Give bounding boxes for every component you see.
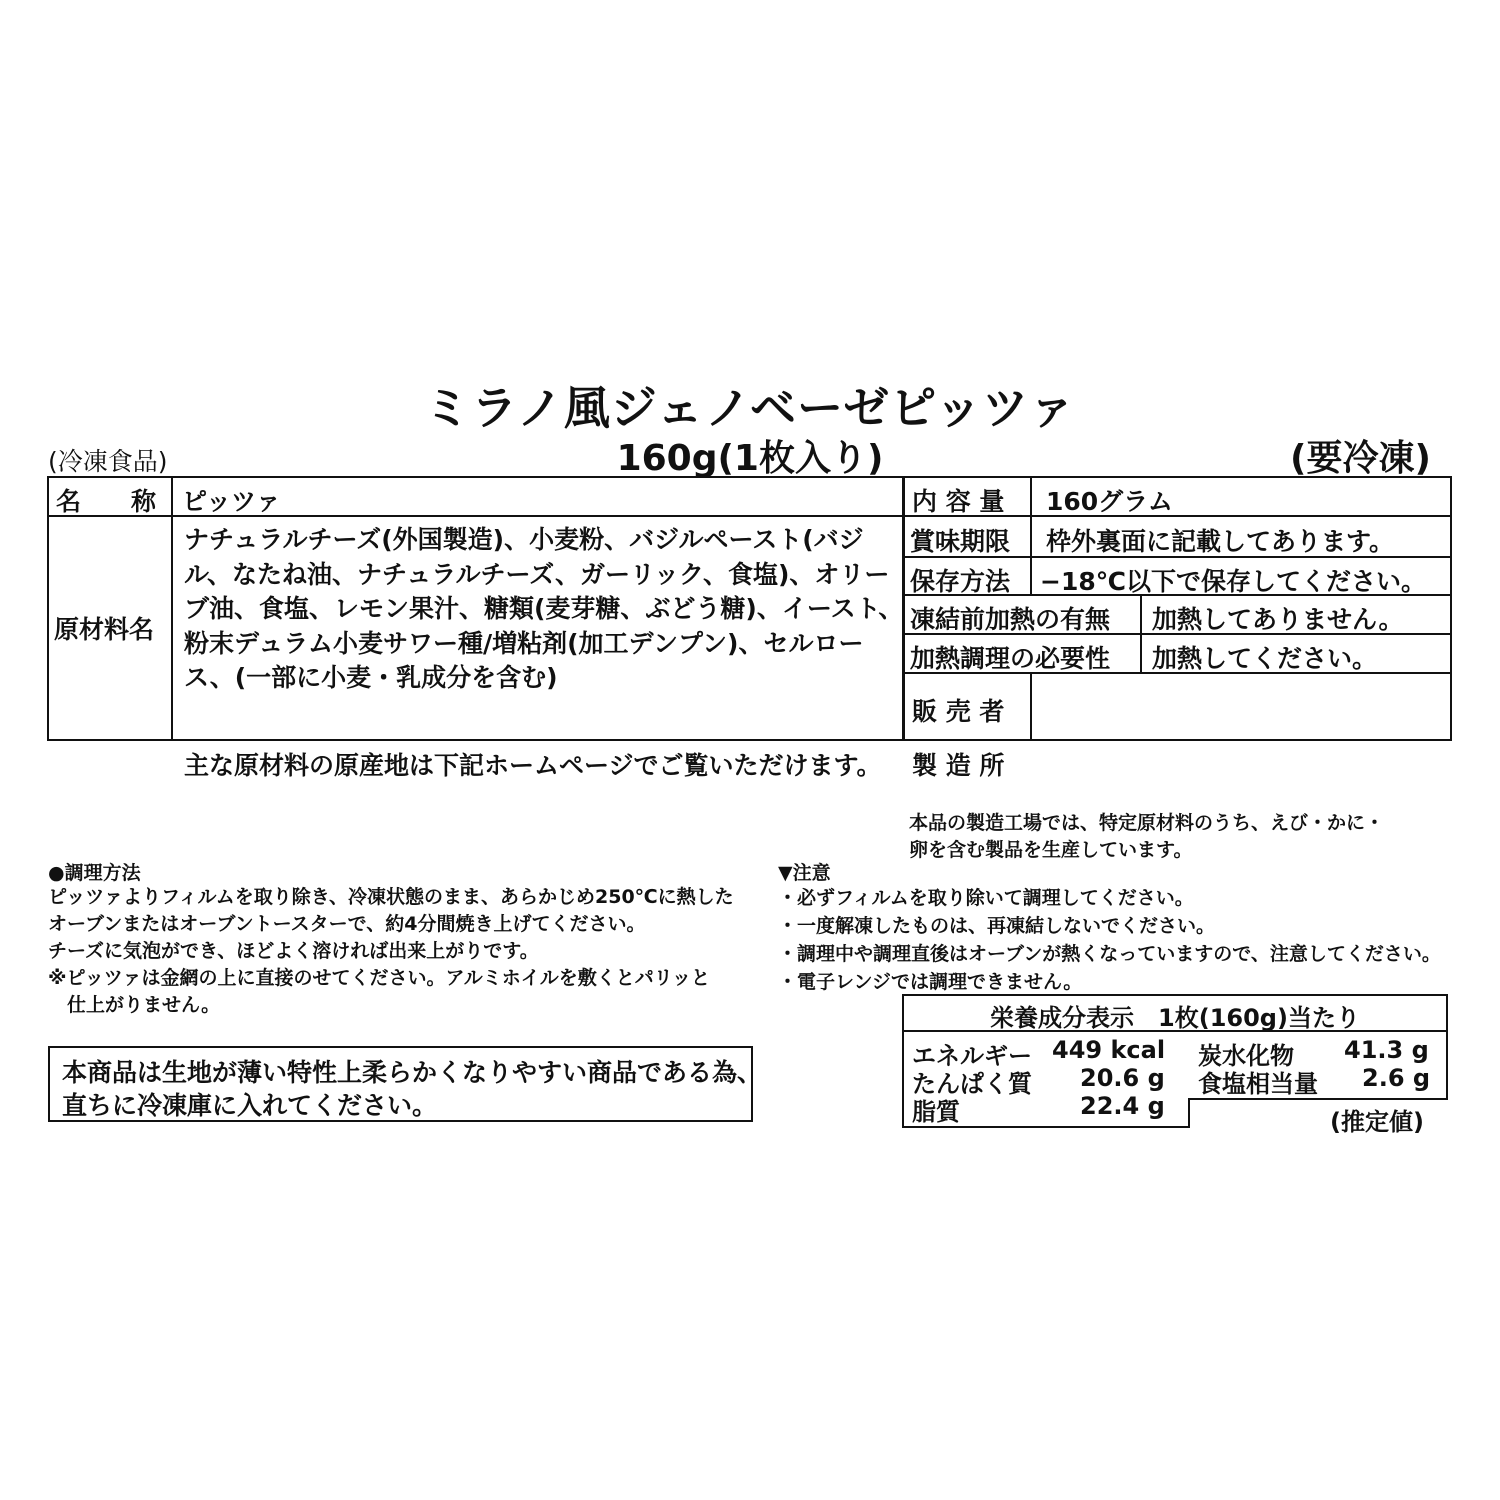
caution-item: ・電子レンジでは調理できません。 [778,971,1083,993]
carb-value: 41.3 g [1344,1036,1429,1064]
table-divider [1030,672,1032,741]
protein-label: たんぱく質 [912,1070,1032,1098]
best-before-value: 枠外裏面に記載してあります。 [1046,527,1395,556]
cooking-line: チーズに気泡ができ、ほどよく溶ければ出来上がりです。 [48,940,539,962]
table-divider [1140,594,1142,674]
nutrition-heading: 栄養成分表示 1枚(160g)当たり [990,1004,1360,1032]
preheated-label: 凍結前加熱の有無 [910,605,1111,634]
nutrition-border [902,1030,904,1128]
caution-item: ・必ずフィルムを取り除いて調理してください。 [778,887,1194,909]
seller-label: 販 売 者 [912,697,1005,726]
name-value: ピッツァ [182,487,281,516]
notice-box [48,1046,763,1122]
salt-label: 食塩相当量 [1198,1070,1318,1098]
origin-note: 主な原材料の原産地は下記ホームページでご覧いただけます。 [184,751,882,780]
cooking-line: 仕上がりません。 [48,994,221,1016]
ingredients-label: 原材料名 [54,615,155,644]
keep-frozen-label: (要冷凍) [1290,438,1431,479]
storage-label: 保存方法 [910,567,1011,596]
allergen-note-line: 本品の製造工場では、特定原材料のうち、えび・かに・ [909,812,1385,834]
caution-item: ・調理中や調理直後はオーブンが熱くなっていますので、注意してください。 [778,943,1441,965]
protein-value: 20.6 g [1080,1064,1165,1092]
storage-value: −18℃以下で保存してください。 [1040,567,1427,596]
best-before-label: 賞味期限 [910,527,1011,556]
caution-list [778,884,1441,996]
fat-label: 脂質 [912,1098,960,1126]
manufacturer-label: 製 造 所 [912,751,1005,780]
salt-value: 2.6 g [1362,1064,1431,1092]
carb-label: 炭水化物 [1198,1042,1294,1070]
allergen-note [909,810,1384,864]
caution-item: ・一度解凍したものは、再凍結しないでください。 [778,915,1216,937]
energy-value: 449 kcal [1052,1036,1166,1064]
energy-label: エネルギー [912,1042,1032,1070]
product-weight: 160g(1枚入り) [616,438,884,479]
cooking-needed-label: 加熱調理の必要性 [910,644,1111,673]
ingredients-value: ナチュラルチーズ(外国製造)、小麦粉、バジルペースト(バジル、なたね油、ナチュラルチーズ、ガーリック、食塩)、オリーブ油、食塩、レモン果汁、糖類(麦芽糖、ぶどう糖)、イースト、粉末デュラム小麦サワー種/増粘剤(加工デンプン)、セルロース、(一部に小麦・乳成分を含む) [184,525,904,692]
cooking-heading: ●調理方法 [48,862,141,884]
notice-line: 本商品は生地が薄い特性上柔らかくなりやすい商品である為、 [62,1058,763,1087]
cooking-line: ピッツァよりフィルムを取り除き、冷凍状態のまま、あらかじめ250℃に熱した [48,886,734,908]
cooking-needed-value: 加熱してください。 [1152,644,1378,673]
notice-text [62,1056,762,1122]
notice-line: 直ちに冷凍庫に入れてください。 [62,1091,438,1120]
estimate-note: (推定値) [1330,1108,1424,1136]
fat-value: 22.4 g [1080,1092,1165,1120]
content-label: 内 容 量 [912,487,1005,516]
frozen-food-label: (冷凍食品) [48,447,168,476]
allergen-note-line: 卵を含む製品を生産しています。 [909,839,1193,861]
nutrition-border [1446,1030,1448,1100]
content-value: 160グラム [1046,487,1173,516]
nutrition-border [1188,1098,1190,1128]
name-label: 名 称 [56,487,157,516]
table-divider [47,515,905,517]
table-divider [1030,476,1032,596]
cooking-instructions [48,884,768,1019]
cooking-line: オーブンまたはオーブントースターで、約4分間焼き上げてください。 [48,913,646,935]
cooking-line: ※ピッツァは金網の上に直接のせてください。アルミホイルを敷くとパリッと [48,967,711,989]
preheated-value: 加熱してありません。 [1152,605,1404,634]
product-title: ミラノ風ジェノベーゼピッツァ [424,381,1076,435]
caution-heading: ▼注意 [778,862,831,884]
